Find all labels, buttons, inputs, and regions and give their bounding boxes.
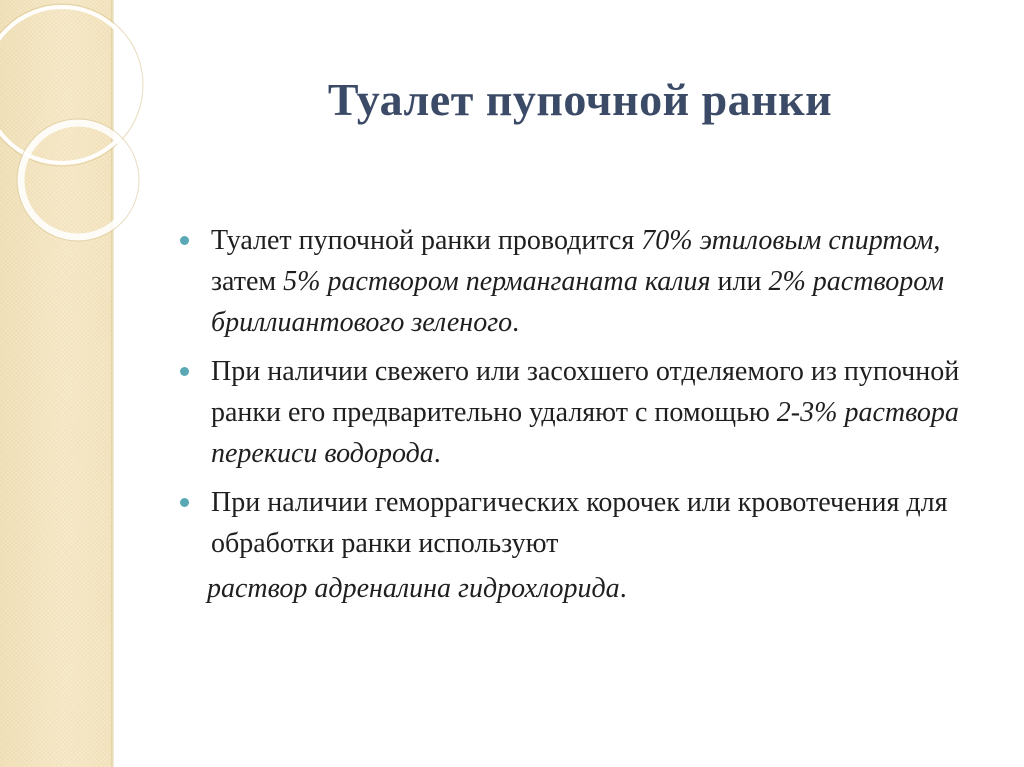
bullet-3-text-1: При наличии геморрагических корочек или кровотечения для обработки ранки используют: [211, 487, 948, 559]
bullet-1-text-2: , затем: [211, 225, 941, 297]
bullet-2-italic-1: 2-3% раствора перекиси водорода: [211, 397, 959, 469]
bullet-3-italic-1: раствор адреналина гидрохлорида: [207, 573, 620, 604]
bullet-item-1: [176, 220, 986, 343]
decorative-ring-small: [21, 123, 135, 237]
slide-title: Туалет пупочной ранки: [327, 74, 833, 125]
bullet-item-3: [176, 482, 986, 609]
bullet-2-text-2: .: [433, 438, 441, 469]
bullet-dot-icon: [180, 498, 189, 507]
bullet-1-text-4: .: [512, 307, 520, 338]
bullet-1-italic-3: 2% раствором бриллиантового зеленого: [211, 266, 945, 338]
bullet-3-text-2: .: [619, 573, 627, 604]
bullet-3-continuation: [207, 568, 986, 609]
bullet-2-text-1: При наличии свежего или засохшего отделяемого из пупочной ранки его предварительно удаляют с помощью: [211, 356, 960, 428]
bullet-list: [176, 220, 986, 617]
decorative-rings: [0, 0, 140, 260]
bullet-1-italic-2: 5% раствором перманганата калия: [283, 266, 711, 297]
bullet-1-text-1: Туалет пупочной ранки проводится: [211, 225, 642, 256]
bullet-item-2: [176, 351, 986, 474]
bullet-dot-icon: [180, 367, 189, 376]
bullet-1-italic-1: 70% этиловым спиртом: [641, 225, 934, 256]
bullet-1-text-3: или: [710, 266, 769, 297]
bullet-dot-icon: [180, 236, 189, 245]
